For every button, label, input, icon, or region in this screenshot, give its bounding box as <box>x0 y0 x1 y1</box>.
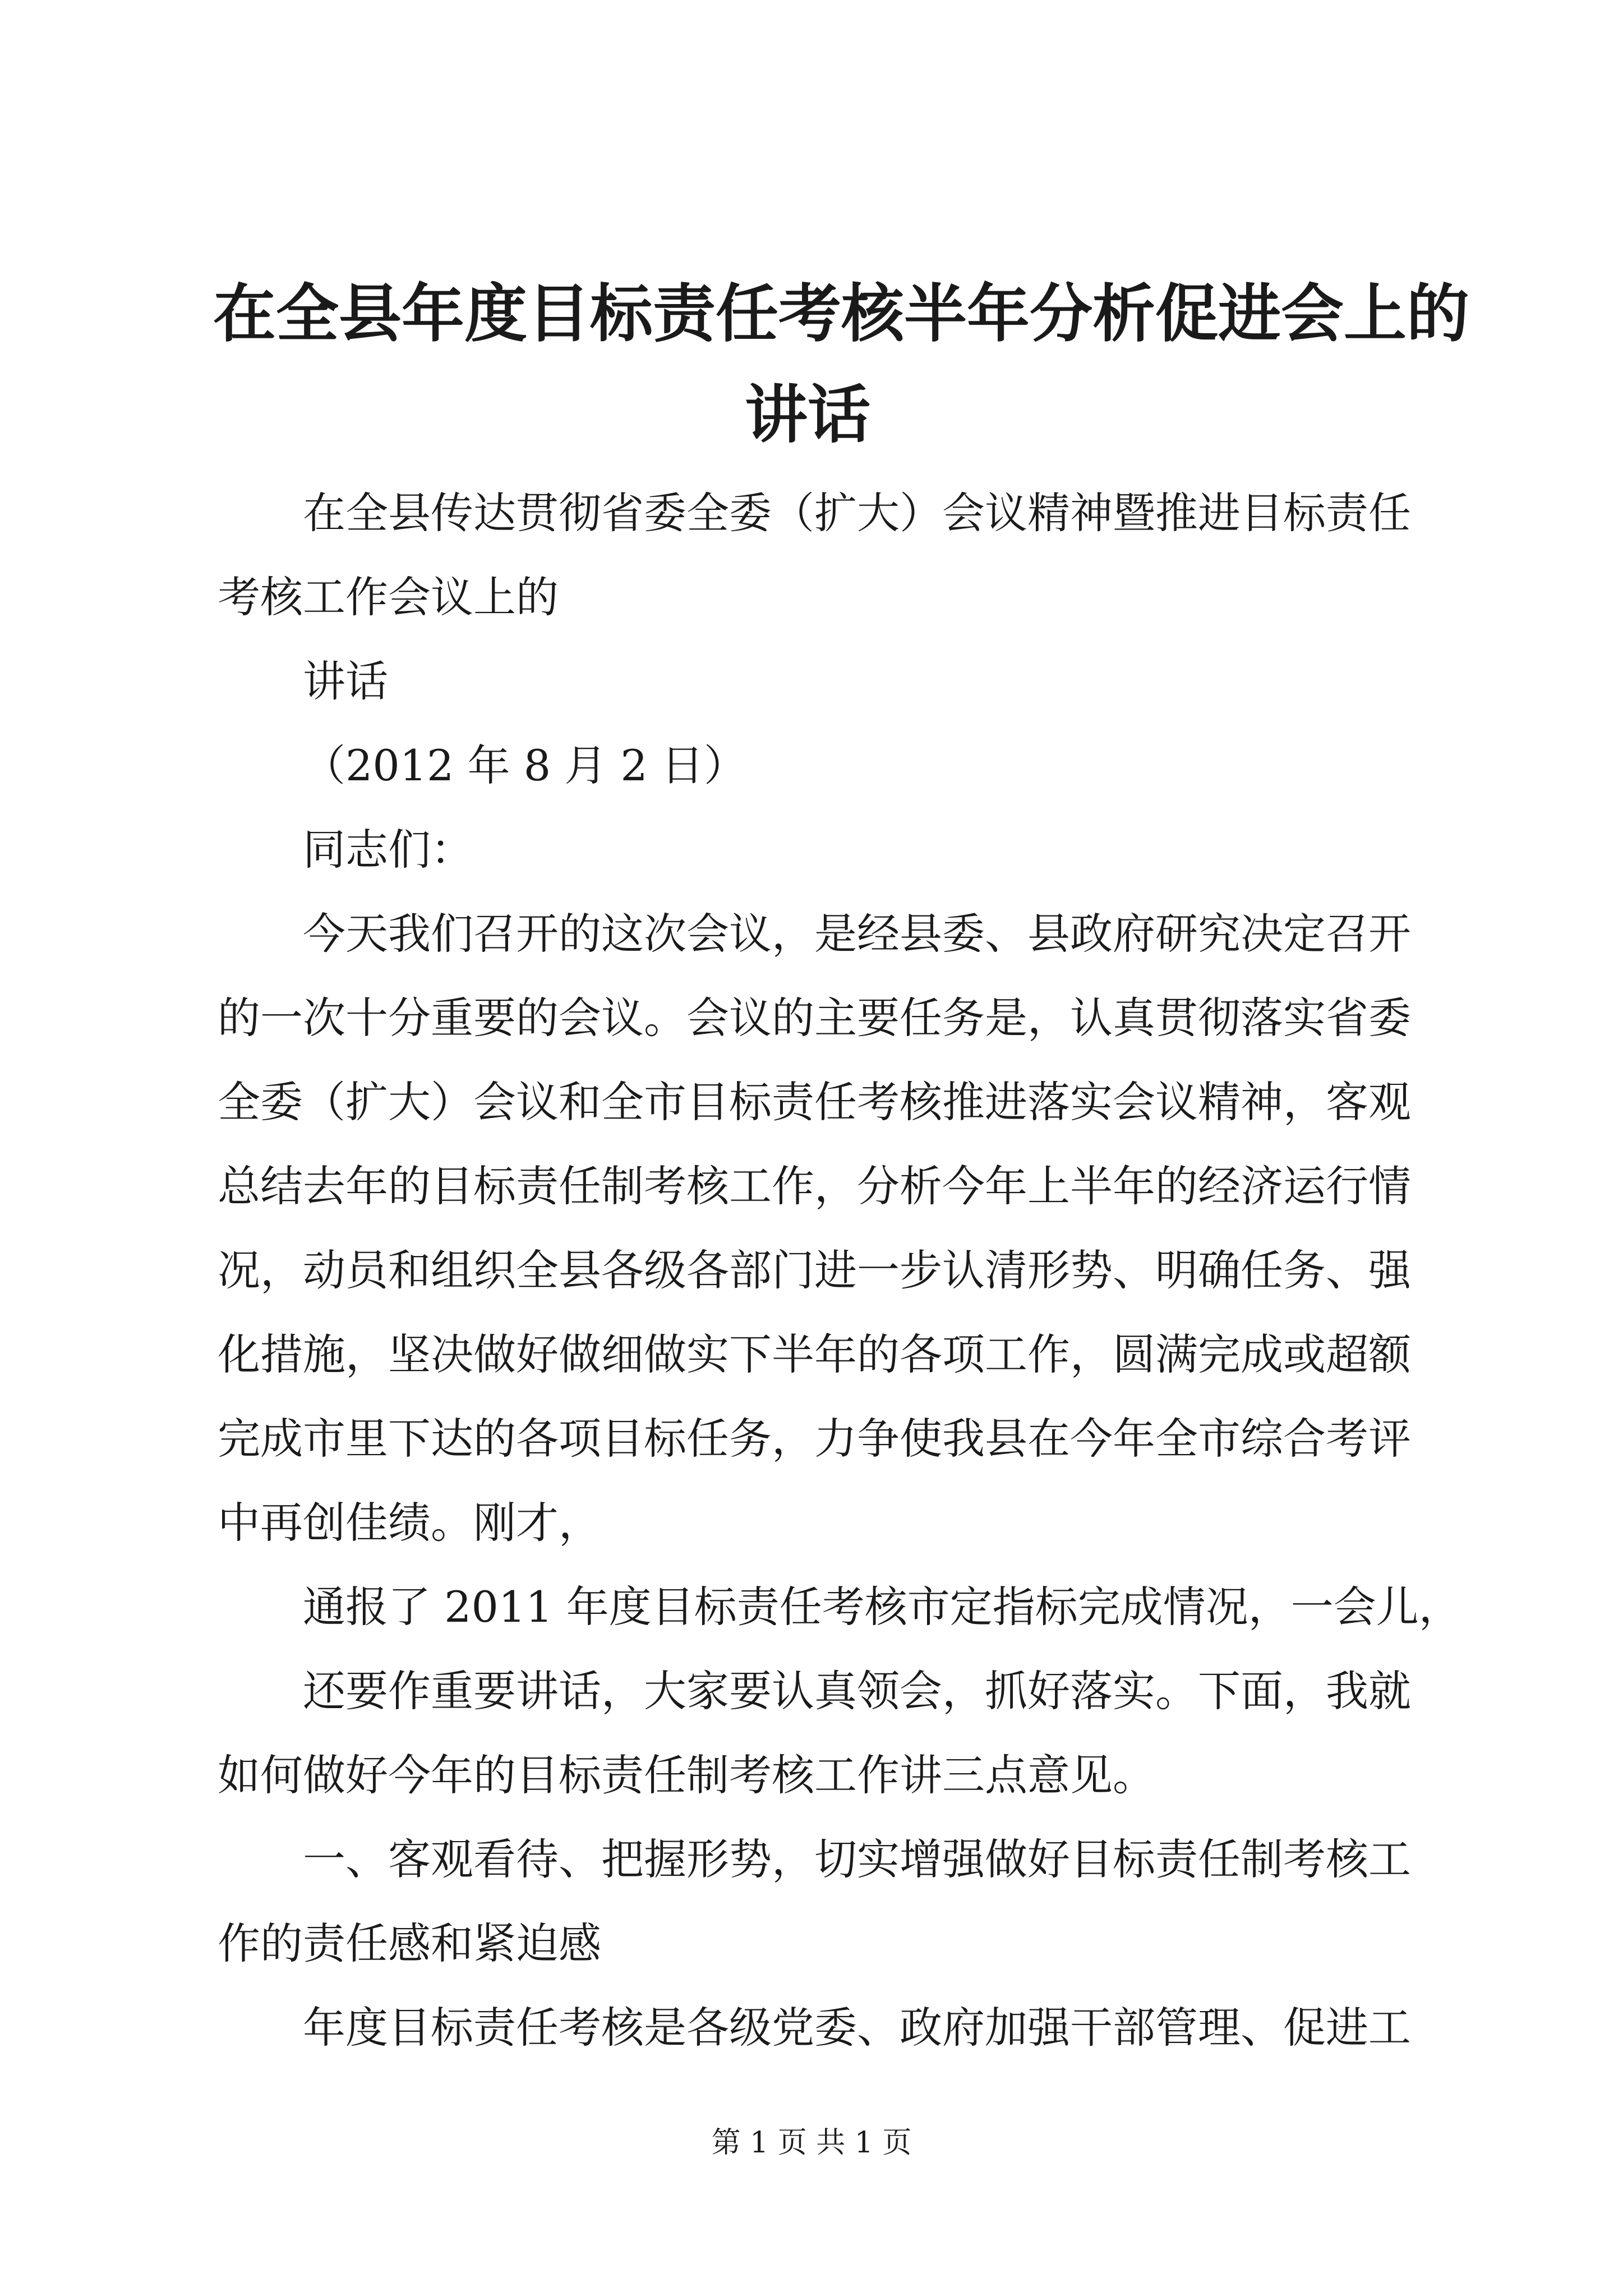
body-line: 讲话 <box>303 656 388 706</box>
title-line-1: 在全县年度目标责任考核半年分析促进会上的 <box>213 277 1469 351</box>
body-line: 中再创佳绩。刚才， <box>218 1498 601 1548</box>
body-line: 如何做好今年的目标责任制考核工作讲三点意见。 <box>218 1750 1155 1800</box>
body-line: 还要作重要讲话，大家要认真领会，抓好落实。下面，我就 <box>303 1666 1411 1716</box>
body-line: 同志们： <box>303 825 473 875</box>
page-footer: 第 1 页 共 1 页 <box>711 2126 912 2160</box>
body-line: 全委（扩大）会议和全市目标责任考核推进落实会议精神，客观 <box>218 1077 1411 1127</box>
body-line: 通报了 2011 年度目标责任考核市定指标完成情况，一会儿， <box>303 1582 1461 1632</box>
document-body <box>218 471 1461 2070</box>
document-title <box>213 264 1469 466</box>
body-line: 在全县传达贯彻省委全委（扩大）会议精神暨推进目标责任 <box>303 488 1411 538</box>
body-line: 一、客观看待、把握形势，切实增强做好目标责任制考核工 <box>303 1834 1411 1884</box>
title-line-2: 讲话 <box>745 378 870 452</box>
body-line: 考核工作会议上的 <box>218 572 559 622</box>
body-line: 的一次十分重要的会议。会议的主要任务是，认真贯彻落实省委 <box>218 993 1411 1043</box>
body-line: 完成市里下达的各项目标任务，力争使我县在今年全市综合考评 <box>218 1414 1411 1464</box>
body-line: 年度目标责任考核是各级党委、政府加强干部管理、促进工 <box>303 2003 1411 2053</box>
body-line: 今天我们召开的这次会议，是经县委、县政府研究决定召开 <box>303 909 1411 959</box>
body-line: 作的责任感和紧迫感 <box>218 1918 601 1968</box>
body-line: （2012 年 8 月 2 日） <box>303 740 746 790</box>
body-line: 况，动员和组织全县各级各部门进一步认清形势、明确任务、强 <box>218 1245 1411 1295</box>
body-line: 总结去年的目标责任制考核工作，分析今年上半年的经济运行情 <box>218 1161 1411 1211</box>
body-line: 化措施，坚决做好做细做实下半年的各项工作，圆满完成或超额 <box>218 1329 1411 1379</box>
